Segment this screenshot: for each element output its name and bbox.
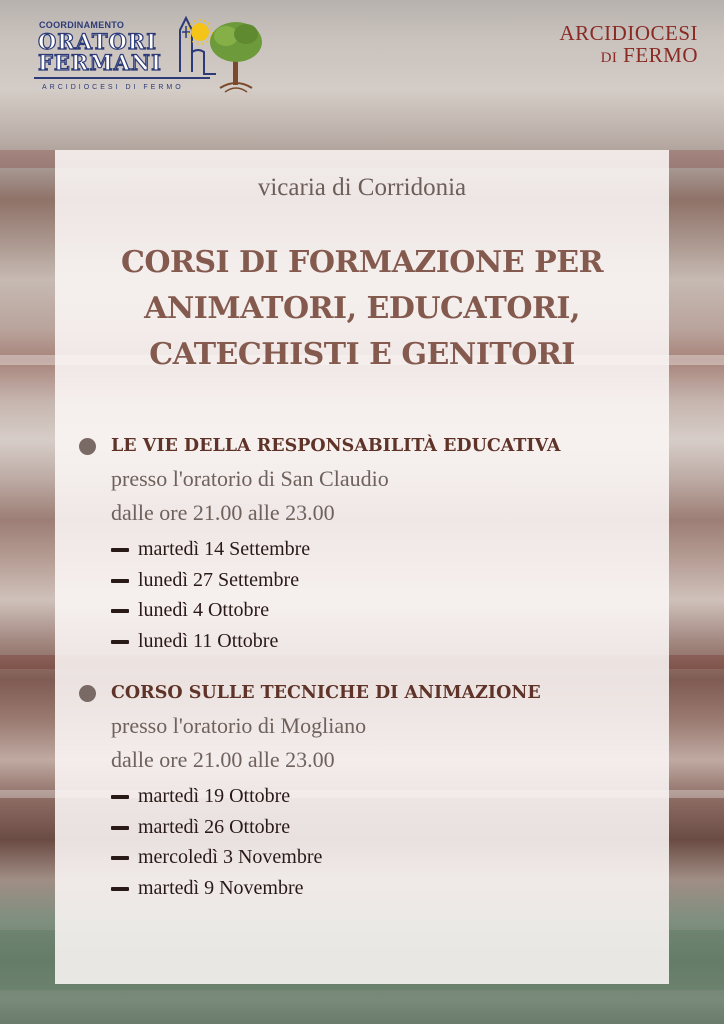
logo-right-line1: ARCIDIOCESI [559,21,698,45]
content-panel [55,150,669,984]
date-item: lunedì 27 Settembre [111,565,659,596]
section-title: CORSO SULLE TECNICHE DI ANIMAZIONE [79,680,659,706]
section-time: dalle ore 21.00 alle 23.00 [111,500,335,525]
dash-icon [111,548,129,552]
logo-word-oratori: ORATORI [38,29,158,54]
date-item: martedì 9 Novembre [111,873,659,904]
course-section-1 [79,433,659,656]
dash-icon [111,887,129,891]
course-section-2 [79,680,659,903]
date-item: martedì 14 Settembre [111,534,659,565]
dash-icon [111,795,129,799]
headline-text: CORSI DI FORMAZIONE PER ANIMATORI, EDUCATORI, CATECHISTI E GENITORI [120,245,604,372]
logo-top-text: COORDINAMENTO [39,20,125,30]
bullet-circle-icon [79,685,96,702]
dash-icon [111,609,129,613]
dash-icon [111,856,129,860]
date-list [79,534,659,656]
vicaria-subtitle: vicaria di Corridonia [257,174,467,201]
logo-right-line2 [559,44,698,69]
logo-subtitle: ARCIDIOCESI DI FERMO [42,84,184,91]
bullet-circle-icon [79,438,96,455]
date-item: mercoledì 3 Novembre [111,842,659,873]
logo-right-main: FERMO [623,43,698,67]
church-tree-icon [170,12,270,100]
logo-right-prefix: DI [600,50,618,66]
section-place: presso l'oratorio di San Claudio [111,466,389,491]
arcidiocesi-fermo-logo [559,22,698,69]
section-time: dalle ore 21.00 alle 23.00 [111,747,335,772]
coordinamento-oratori-logo [30,12,270,102]
date-item: martedì 26 Ottobre [111,812,659,843]
dash-icon [111,640,129,644]
date-item: lunedì 4 Ottobre [111,595,659,626]
dash-icon [111,579,129,583]
page-title [55,240,669,378]
date-list [79,781,659,903]
section-place: presso l'oratorio di Mogliano [111,713,367,738]
logo-word-fermani: FERMANI [38,50,162,75]
dash-icon [111,826,129,830]
date-item: lunedì 11 Ottobre [111,626,659,657]
date-item: martedì 19 Ottobre [111,781,659,812]
section-title: LE VIE DELLA RESPONSABILITÀ EDUCATIVA [79,433,659,459]
